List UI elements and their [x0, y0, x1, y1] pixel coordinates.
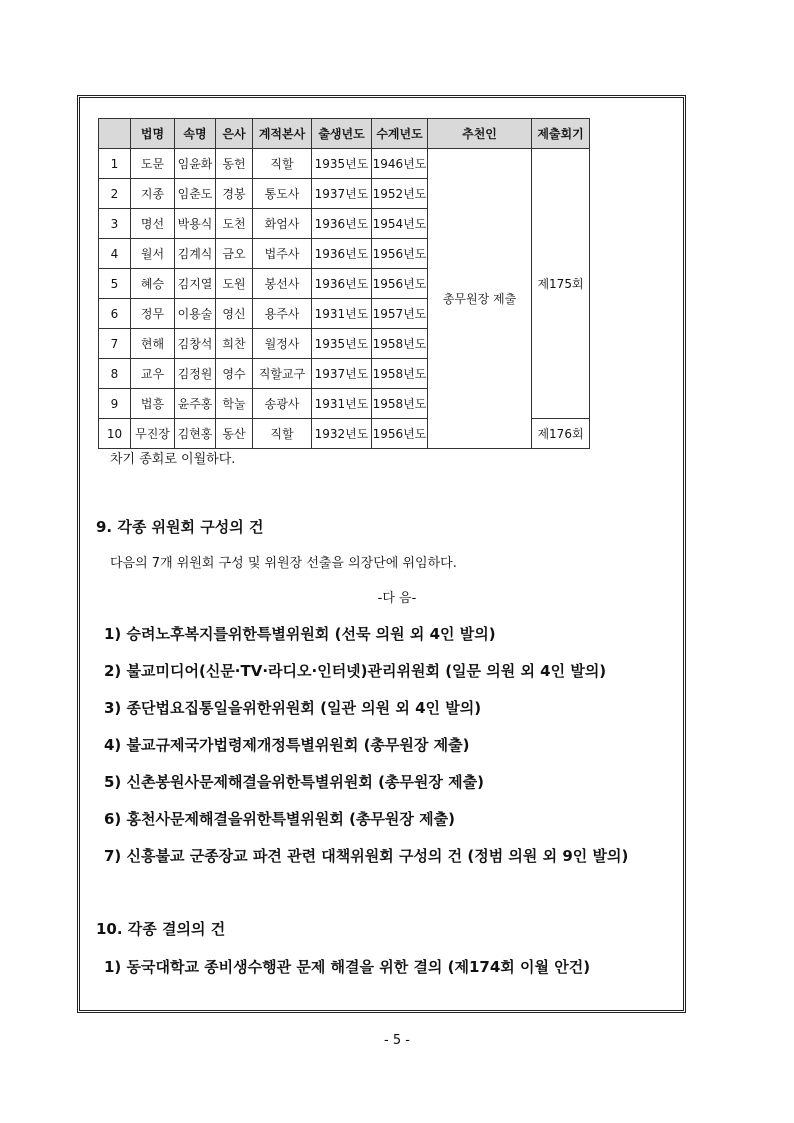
carryover-note: 차기 종회로 이월하다.: [110, 452, 236, 467]
table-cell: 무진장: [131, 419, 175, 449]
committee-item: 1) 승려노후복지를위한특별위원회 (선묵 의원 외 4인 발의): [104, 625, 496, 643]
table-cell: 1937년도: [312, 359, 372, 389]
table-cell: 1931년도: [312, 389, 372, 419]
table-cell: 법주사: [253, 239, 312, 269]
table-cell: 동헌: [216, 149, 253, 179]
table-cell: 박용식: [175, 209, 216, 239]
table-cell: 명선: [131, 209, 175, 239]
committee-item: 5) 신촌봉원사문제해결을위한특별위원회 (총무원장 제출): [104, 773, 484, 791]
table-cell: 1936년도: [312, 269, 372, 299]
table-cell: 김지열: [175, 269, 216, 299]
table-cell: 지종: [131, 179, 175, 209]
table-cell: 김현홍: [175, 419, 216, 449]
table-cell: 월정사: [253, 329, 312, 359]
table-cell: 1956년도: [372, 419, 428, 449]
table-header: [99, 119, 590, 149]
table-cell: 용주사: [253, 299, 312, 329]
col-header: 추천인: [428, 119, 532, 149]
table-cell: 법흥: [131, 389, 175, 419]
table-cell: 6: [99, 299, 131, 329]
table-cell: 1958년도: [372, 329, 428, 359]
table-cell: 김계식: [175, 239, 216, 269]
col-header: 은사: [216, 119, 253, 149]
committee-item: 2) 불교미디어(신문·TV·라디오·인터넷)관리위원회 (일문 의원 외 4인 발의): [104, 662, 607, 680]
table-cell: 혜승: [131, 269, 175, 299]
committee-item: 7) 신흥불교 군종장교 파견 관련 대책위원회 구성의 건 (정범 의원 외 9인 발의): [104, 847, 629, 865]
table-cell: 1958년도: [372, 389, 428, 419]
table-cell: 1935년도: [312, 329, 372, 359]
table-cell: 5: [99, 269, 131, 299]
table-cell: 송광사: [253, 389, 312, 419]
table-cell: 영신: [216, 299, 253, 329]
recommender-cell: 총무원장 제출: [428, 149, 532, 449]
table-cell: 1954년도: [372, 209, 428, 239]
table-cell: 김창석: [175, 329, 216, 359]
table-cell: 이용술: [175, 299, 216, 329]
table-cell: 도문: [131, 149, 175, 179]
nominee-table: [98, 118, 590, 449]
section-10-heading: 10. 각종 결의의 건: [96, 920, 226, 938]
table-cell: 도천: [216, 209, 253, 239]
table-cell: 2: [99, 179, 131, 209]
session-cell: 제176회: [532, 419, 590, 449]
section-9-intro: 다음의 7개 위원회 구성 및 위원장 선출을 의장단에 위임하다.: [110, 556, 457, 571]
committee-item: 6) 홍천사문제해결을위한특별위원회 (총무원장 제출): [104, 810, 455, 828]
table-cell: 1956년도: [372, 269, 428, 299]
table-cell: 1935년도: [312, 149, 372, 179]
col-header: 법명: [131, 119, 175, 149]
section-9-heading: 9. 각종 위원회 구성의 건: [96, 518, 264, 536]
committee-item: 3) 종단법요집통일을위한위원회 (일관 의원 외 4인 발의): [104, 699, 482, 717]
table-cell: 8: [99, 359, 131, 389]
table-cell: 1958년도: [372, 359, 428, 389]
table-cell: 1932년도: [312, 419, 372, 449]
table-cell: 직할: [253, 149, 312, 179]
committee-item: 4) 불교규제국가법령제개정특별위원회 (총무원장 제출): [104, 736, 470, 754]
table-cell: 1936년도: [312, 209, 372, 239]
table-cell: 경봉: [216, 179, 253, 209]
resolution-item: 1) 동국대학교 종비생수행관 문제 해결을 위한 결의 (제174회 이월 안건): [104, 958, 591, 976]
table-cell: 3: [99, 209, 131, 239]
table-cell: 금오: [216, 239, 253, 269]
table-cell: 1937년도: [312, 179, 372, 209]
table-cell: 1936년도: [312, 239, 372, 269]
table-cell: 통도사: [253, 179, 312, 209]
table-cell: 현해: [131, 329, 175, 359]
col-header: 수계년도: [372, 119, 428, 149]
table-cell: 임춘도: [175, 179, 216, 209]
table-cell: 도원: [216, 269, 253, 299]
table-cell: 10: [99, 419, 131, 449]
table-cell: 영수: [216, 359, 253, 389]
table-cell: 학눌: [216, 389, 253, 419]
table-cell: 정무: [131, 299, 175, 329]
table-cell: 화엄사: [253, 209, 312, 239]
col-header: 출생년도: [312, 119, 372, 149]
table-cell: 1957년도: [372, 299, 428, 329]
table-cell: 직할: [253, 419, 312, 449]
session-cell: 제175회: [532, 149, 590, 419]
table-cell: 7: [99, 329, 131, 359]
table-cell: 4: [99, 239, 131, 269]
header-diagonal-cell: [99, 119, 131, 149]
table-body: [99, 149, 590, 449]
table-cell: 윤주홍: [175, 389, 216, 419]
table-cell: 봉선사: [253, 269, 312, 299]
table-cell: 교우: [131, 359, 175, 389]
table-cell: 희찬: [216, 329, 253, 359]
table-cell: 직할교구: [253, 359, 312, 389]
table-cell: 임윤화: [175, 149, 216, 179]
table-cell: 김정원: [175, 359, 216, 389]
page-number: - 5 -: [384, 1033, 410, 1048]
table-cell: 동산: [216, 419, 253, 449]
table-cell: 1: [99, 149, 131, 179]
table-cell: 1956년도: [372, 239, 428, 269]
table-row: [99, 149, 590, 179]
table-cell: 9: [99, 389, 131, 419]
table-cell: 1946년도: [372, 149, 428, 179]
section-9-da-eum: -다 음-: [377, 591, 417, 606]
col-header: 속명: [175, 119, 216, 149]
table-cell: 1931년도: [312, 299, 372, 329]
col-header: 제출회기: [532, 119, 590, 149]
table-cell: 월서: [131, 239, 175, 269]
table-cell: 1952년도: [372, 179, 428, 209]
col-header: 계적본사: [253, 119, 312, 149]
